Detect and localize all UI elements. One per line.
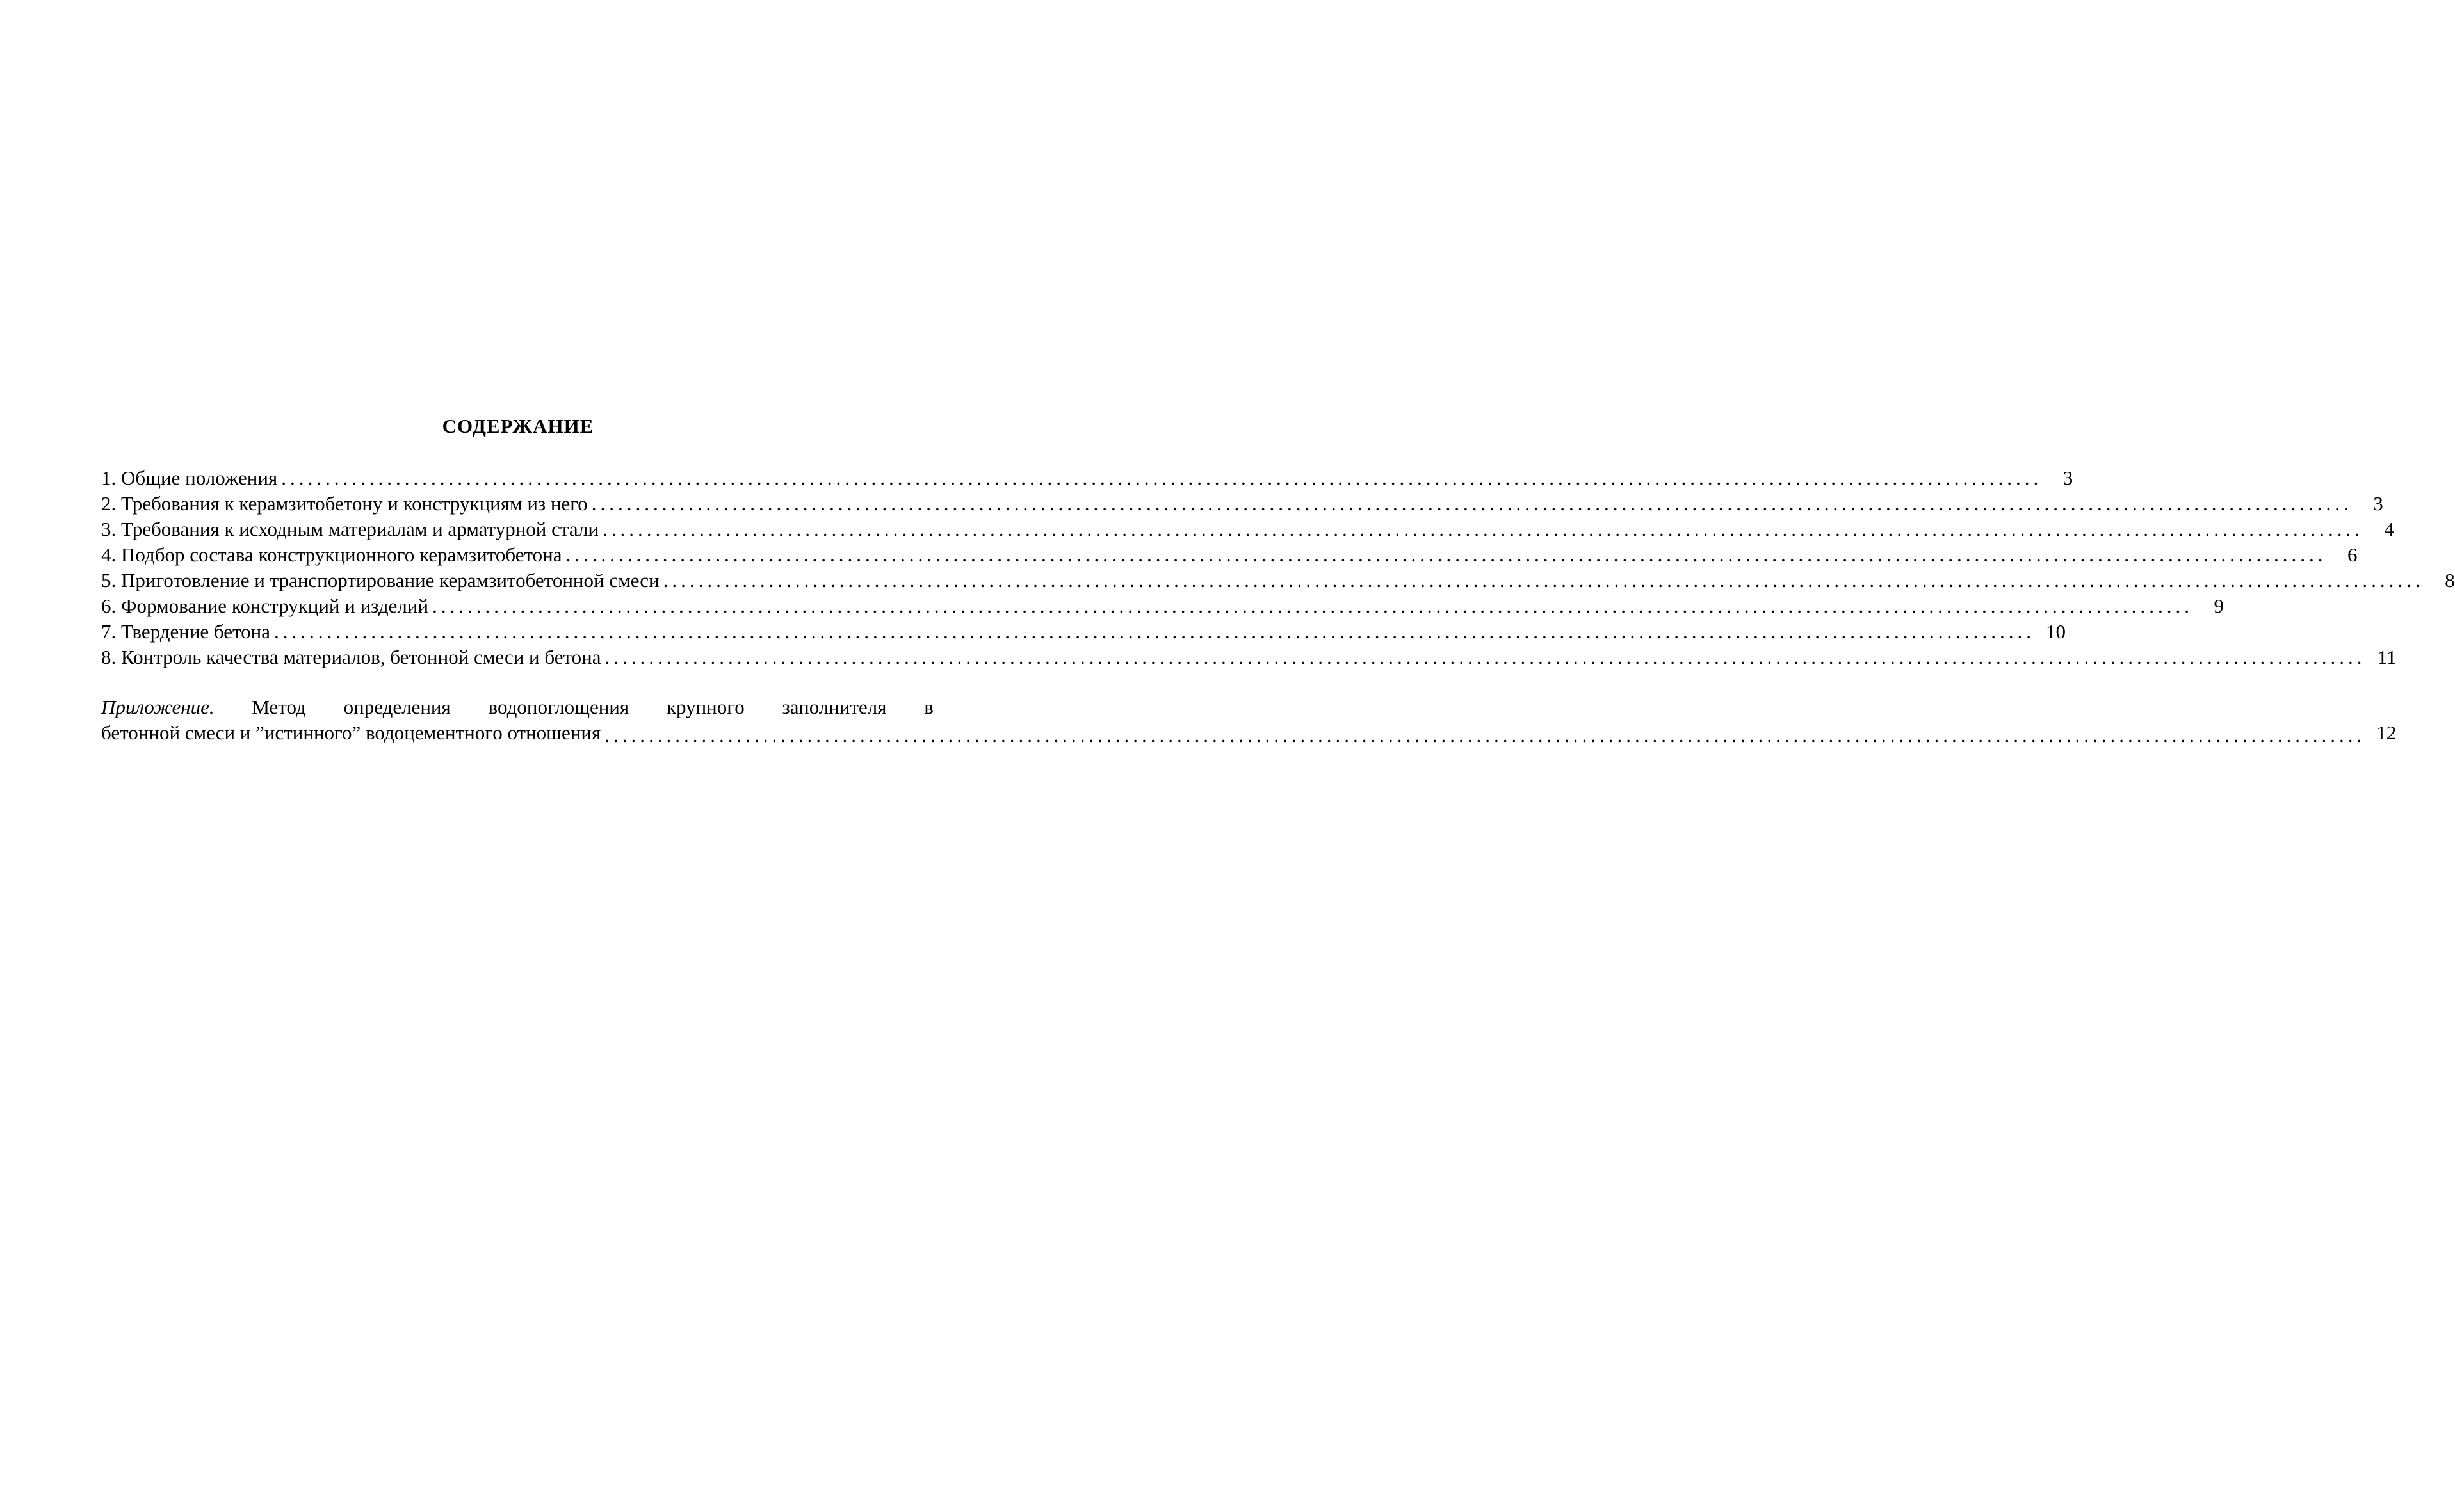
toc-list [101, 464, 2455, 669]
toc-item-label: 1. Общие положения [101, 467, 278, 489]
appendix-line-1 [101, 695, 934, 720]
toc-item-label: 5. Приготовление и транспортирование керамзитобетонной смеси [101, 569, 660, 591]
appendix-prefix: Приложение. [101, 696, 215, 718]
toc-leader-dots: ........................................................................................................................................................................................................ [274, 620, 2036, 643]
toc-item-label: 4. Подбор состава конструкционного керамзитобетона [101, 543, 562, 566]
page-title: СОДЕРЖАНИЕ [442, 415, 594, 437]
appendix-line-2-text: бетонной смеси и ”истинного” водоцементного отношения [101, 721, 601, 744]
toc-item [101, 490, 2383, 515]
toc-item [101, 567, 2455, 592]
toc-leader-dots: ........................................................................................................................................................................................................ [604, 724, 2366, 746]
appendix-word: водопоглощения [488, 696, 629, 718]
toc-leader-dots: ........................................................................................................................................................................................................ [432, 595, 2194, 617]
toc-item-page: 9 [2214, 595, 2224, 617]
appendix-page: 12 [2376, 721, 2397, 744]
toc-item-page: 3 [2373, 492, 2383, 515]
toc-item [101, 618, 2066, 643]
toc-leader-dots: ........................................................................................................................................................................................................ [565, 543, 2327, 566]
toc-leader-dots: ........................................................................................................................................................................................................ [663, 569, 2424, 591]
toc-item-page: 3 [2062, 467, 2073, 489]
toc-item [101, 643, 2397, 669]
toc-item-label: 2. Требования к керамзитобетону и конструкциям из него [101, 492, 588, 515]
toc-leader-dots: ........................................................................................................................................................................................................ [602, 518, 2363, 540]
toc-item-label: 8. Контроль качества материалов, бетонной смеси и бетона [101, 646, 601, 668]
appendix-word: в [924, 696, 934, 718]
toc-item-label: 6. Формование конструкций и изделий [101, 595, 429, 617]
toc-item-page: 10 [2046, 620, 2066, 643]
toc-item [101, 592, 2224, 618]
appendix-word: заполнителя [782, 696, 887, 718]
toc-item-page: 4 [2384, 518, 2394, 540]
appendix-word: определения [343, 696, 451, 718]
toc-leader-dots: ........................................................................................................................................................................................................ [591, 492, 2353, 515]
toc-item-label: 3. Требования к исходным материалам и арматурной стали [101, 518, 599, 540]
toc-item-page: 8 [2445, 569, 2455, 591]
toc-item-label: 7. Твердение бетона [101, 620, 271, 643]
toc-item [101, 464, 2073, 490]
toc-item-page: 11 [2377, 646, 2397, 668]
appendix-word: крупного [666, 696, 745, 718]
appendix-line-2 [101, 720, 2397, 746]
appendix-entry [101, 695, 2397, 746]
toc-leader-dots: ........................................................................................................................................................................................................ [604, 646, 2366, 668]
appendix-word: Метод [252, 696, 306, 718]
toc-item-page: 6 [2347, 543, 2358, 566]
toc-item [101, 515, 2394, 541]
toc-item [101, 541, 2358, 567]
toc-leader-dots: ........................................................................................................................................................................................................ [281, 467, 2043, 489]
